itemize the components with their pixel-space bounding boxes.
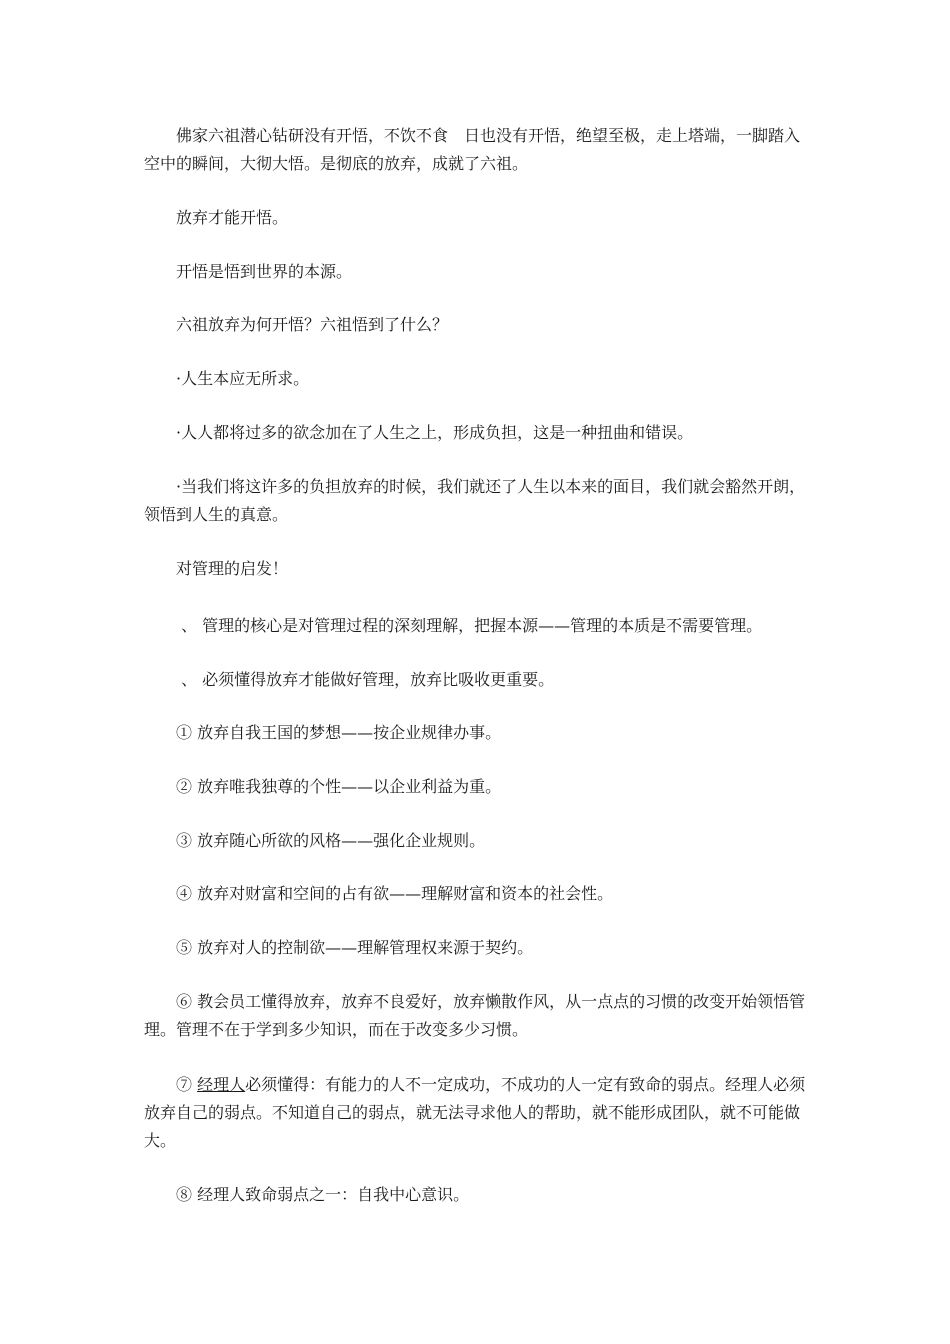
numbered-item-7 xyxy=(144,1071,812,1155)
paragraph-1: 佛家六祖潜心钻研没有开悟，不饮不食 日也没有开悟，绝望至极，走上塔端，一脚踏入空中的瞬间，大彻大悟。是彻底的放弃，成就了六祖。 xyxy=(144,126,801,173)
numbered-item-5: ⑤ 放弃对人的控制欲——理解管理权来源于契约。 xyxy=(176,938,534,957)
numbered-item-7-prefix: ⑦ xyxy=(176,1075,198,1094)
section-heading: 对管理的启发！ xyxy=(176,559,289,578)
numbered-item-2: ② 放弃唯我独尊的个性——以企业利益为重。 xyxy=(176,777,502,796)
numbered-item-7-text: 必须懂得：有能力的人不一定成功，不成功的人一定有致命的弱点。经理人必须放弃自己的弱点。不知道自己的弱点，就无法寻求他人的帮助，就不能形成团队，就不可能做大。 xyxy=(144,1075,806,1150)
bullet-item-3: ·当我们将这许多的负担放弃的时候，我们就还了人生以本来的面目，我们就会豁然开朗，领悟到人生的真意。 xyxy=(144,477,806,524)
list-item-management-core: 、 管理的核心是对管理过程的深刻理解，把握本源——管理的本质是不需要管理。 xyxy=(176,616,763,635)
numbered-item-6: ⑥ 教会员工懂得放弃，放弃不良爱好，放弃懒散作风，从一点点的习惯的改变开始领悟管理。管理不在于学到多少知识，而在于改变多少习惯。 xyxy=(144,992,806,1039)
numbered-item-8: ⑧ 经理人致命弱点之一：自我中心意识。 xyxy=(176,1185,470,1204)
paragraph-4: 六祖放弃为何开悟？六祖悟到了什么？ xyxy=(176,315,449,334)
numbered-item-3: ③ 放弃随心所欲的风格——强化企业规则。 xyxy=(176,831,486,850)
bullet-item-2: ·人人都将过多的欲念加在了人生之上，形成负担，这是一种扭曲和错误。 xyxy=(176,423,694,442)
list-item-learn-to-give-up: 、 必须懂得放弃才能做好管理，放弃比吸收更重要。 xyxy=(176,670,555,689)
numbered-item-1: ① 放弃自我王国的梦想——按企业规律办事。 xyxy=(176,723,502,742)
bullet-item-1: ·人生本应无所求。 xyxy=(176,369,310,388)
paragraph-2: 放弃才能开悟。 xyxy=(176,208,289,227)
numbered-item-4: ④ 放弃对财富和空间的占有欲——理解财富和资本的社会性。 xyxy=(176,884,614,903)
manager-link[interactable]: 经理人 xyxy=(197,1075,246,1094)
paragraph-3: 开悟是悟到世界的本源。 xyxy=(176,262,353,281)
